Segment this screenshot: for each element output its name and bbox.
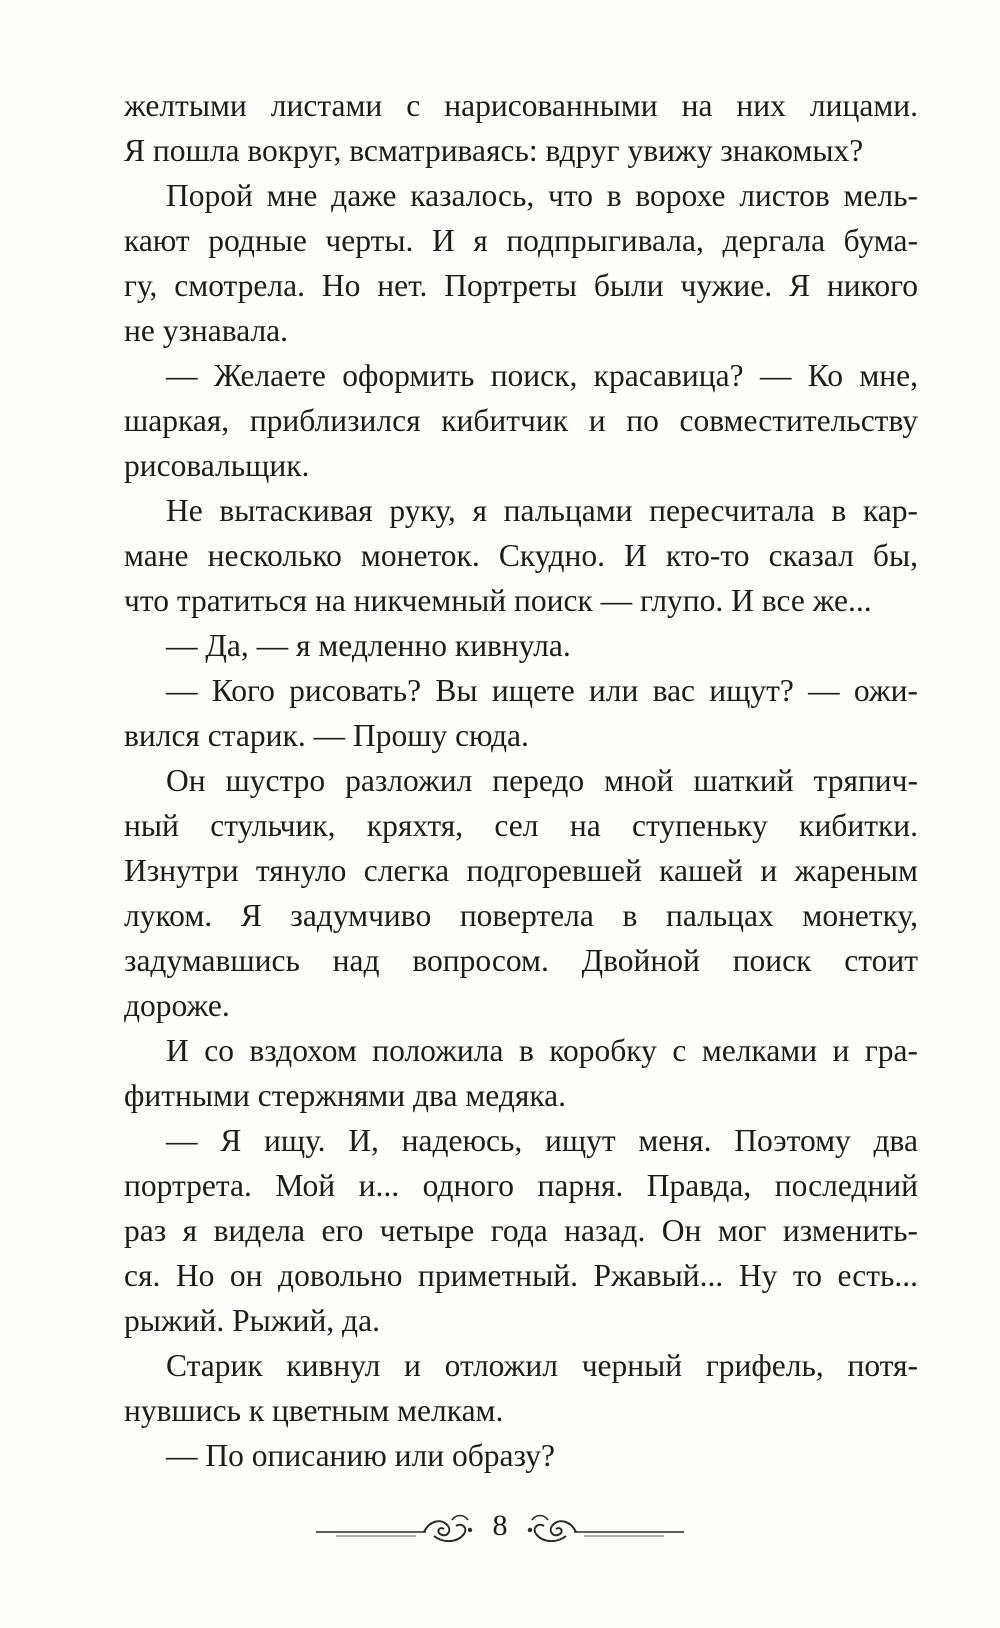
text-line: мане несколько монеток. Скудно. И кто-то сказал бы, <box>124 538 918 573</box>
text-line: ся. Но он довольно приметный. Ржавый... Ну то есть... <box>124 1258 918 1293</box>
text-line: Я пошла вокруг, всматриваясь: вдруг увижу знакомых? <box>124 133 864 168</box>
page-number: 8 <box>492 1509 508 1542</box>
text-line: Старик кивнул и отложил черный грифель, потя- <box>166 1348 918 1383</box>
text-line: вился старик. — Прошу сюда. <box>124 718 529 753</box>
right-ornament-icon <box>524 1510 684 1546</box>
text-line: рыжий. Рыжий, да. <box>124 1303 380 1338</box>
text-line: луком. Я задумчиво повертела в пальцах монетку, <box>124 898 918 933</box>
text-line: ный стульчик, кряхтя, сел на ступеньку кибитки. <box>124 808 918 843</box>
text-line: рисовальщик. <box>124 448 310 483</box>
text-line: Он шустро разложил передо мной шаткий тряпич- <box>166 763 918 798</box>
text-line: — По описанию или образу? <box>166 1438 556 1473</box>
text-line: желтыми листами с нарисованными на них лицами. <box>124 88 918 123</box>
text-line: портрета. Мой и... одного парня. Правда, последний <box>124 1168 918 1203</box>
text-line: — Я ищу. И, надеюсь, ищут меня. Поэтому два <box>166 1123 918 1158</box>
text-line: И со вздохом положила в коробку с мелками и гра- <box>166 1033 918 1068</box>
text-line: фитными стержнями два медяка. <box>124 1078 567 1113</box>
text-line: гу, смотрела. Но нет. Портреты были чужие. Я никого <box>124 268 918 303</box>
page-footer <box>0 1498 1000 1558</box>
left-ornament-icon <box>316 1510 476 1546</box>
text-line: — Да, — я медленно кивнула. <box>166 628 571 663</box>
text-line: шаркая, приблизился кибитчик и по совместительству <box>124 403 918 438</box>
text-line: Изнутри тянуло слегка подгоревшей кашей и жареным <box>124 853 918 888</box>
text-line: — Желаете оформить поиск, красавица? — Ко мне, <box>166 358 918 393</box>
text-line: — Кого рисовать? Вы ищете или вас ищут? — ожи- <box>166 673 918 708</box>
text-line: кают родные черты. И я подпрыгивала, дергала бума- <box>124 223 918 258</box>
text-line: Не вытаскивая руку, я пальцами пересчитала в кар- <box>166 493 918 528</box>
text-line: что тратиться на никчемный поиск — глупо. И все же... <box>124 583 872 618</box>
text-line: дороже. <box>124 988 230 1023</box>
text-line: не узнавала. <box>124 313 289 348</box>
text-line: задумавшись над вопросом. Двойной поиск стоит <box>124 943 918 978</box>
text-line: раз я видела его четыре года назад. Он мог изменить- <box>124 1213 918 1248</box>
text-line: нувшись к цветным мелкам. <box>124 1393 504 1428</box>
text-line: Порой мне даже казалось, что в ворохе листов мель- <box>166 178 918 213</box>
